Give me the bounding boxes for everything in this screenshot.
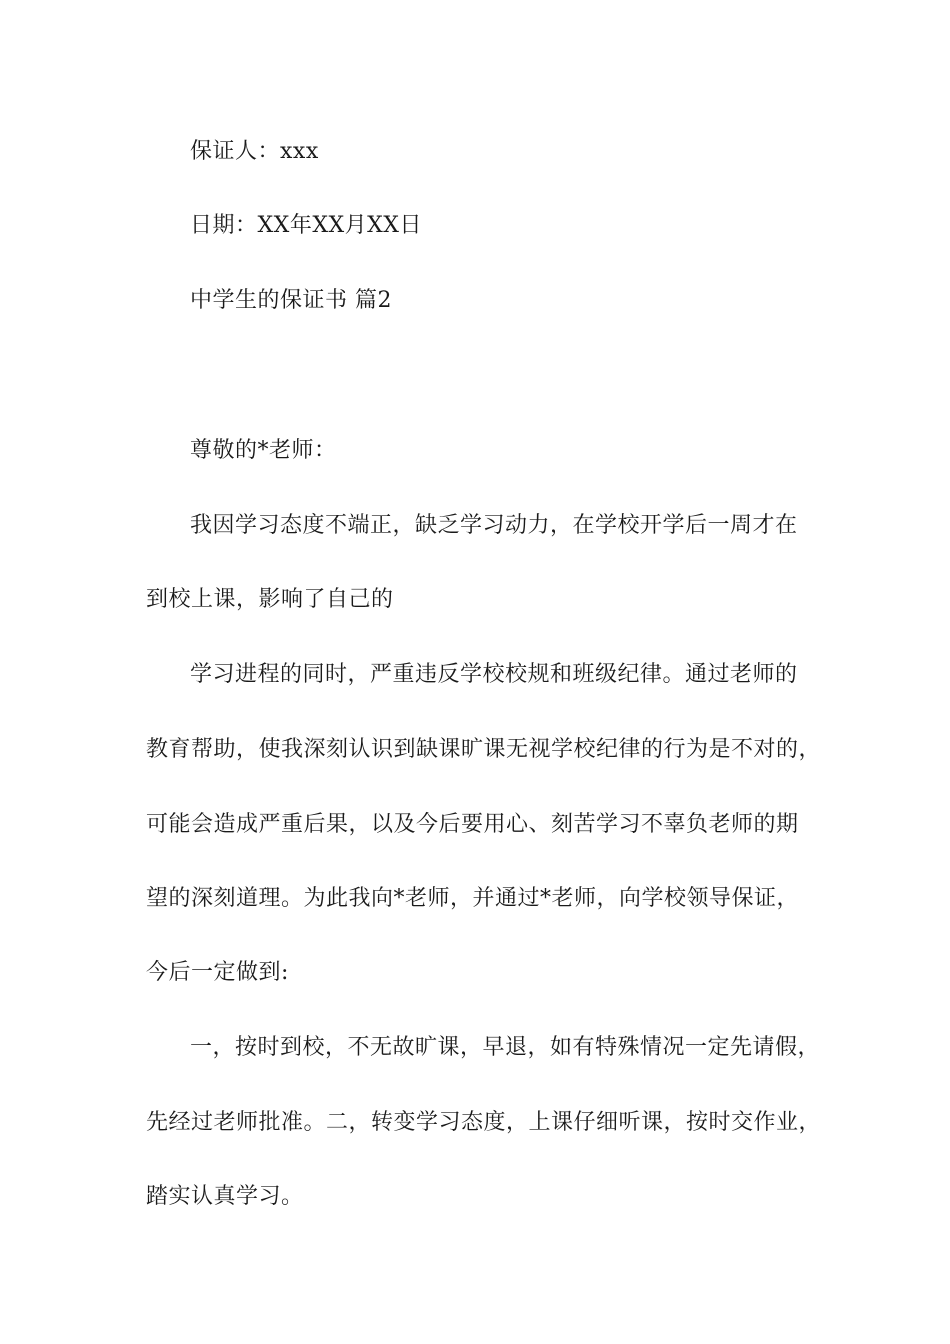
paragraph-line: 望的深刻道理。为此我向*老师，并通过*老师，向学校领导保证， [146,886,800,911]
section-title: 中学生的保证书 篇2 [190,288,392,313]
paragraph-line: 我因学习态度不端正，缺乏学习动力，在学校开学后一周才在 [190,513,798,538]
paragraph-line: 今后一定做到: [146,960,289,985]
paragraph-line: 踏实认真学习。 [146,1184,304,1209]
paragraph-line: 教育帮助，使我深刻认识到缺课旷课无视学校纪律的行为是不对的， [146,737,822,762]
paragraph-line: 学习进程的同时，严重违反学校校规和班级纪律。通过老师的 [190,662,798,687]
guarantor-line: 保证人：xxx [190,139,319,164]
paragraph-line: 到校上课，影响了自己的 [146,587,394,612]
date-line: 日期：XX年XX月XX日 [190,213,422,238]
paragraph-line: 一，按时到校，不无故旷课，早退，如有特殊情况一定先请假， [190,1035,821,1060]
salutation: 尊敬的*老师： [190,438,337,463]
paragraph-line: 可能会造成严重后果，以及今后要用心、刻苦学习不辜负老师的期 [146,812,799,837]
paragraph-line: 先经过老师批准。二，转变学习态度，上课仔细听课，按时交作业， [146,1110,822,1135]
